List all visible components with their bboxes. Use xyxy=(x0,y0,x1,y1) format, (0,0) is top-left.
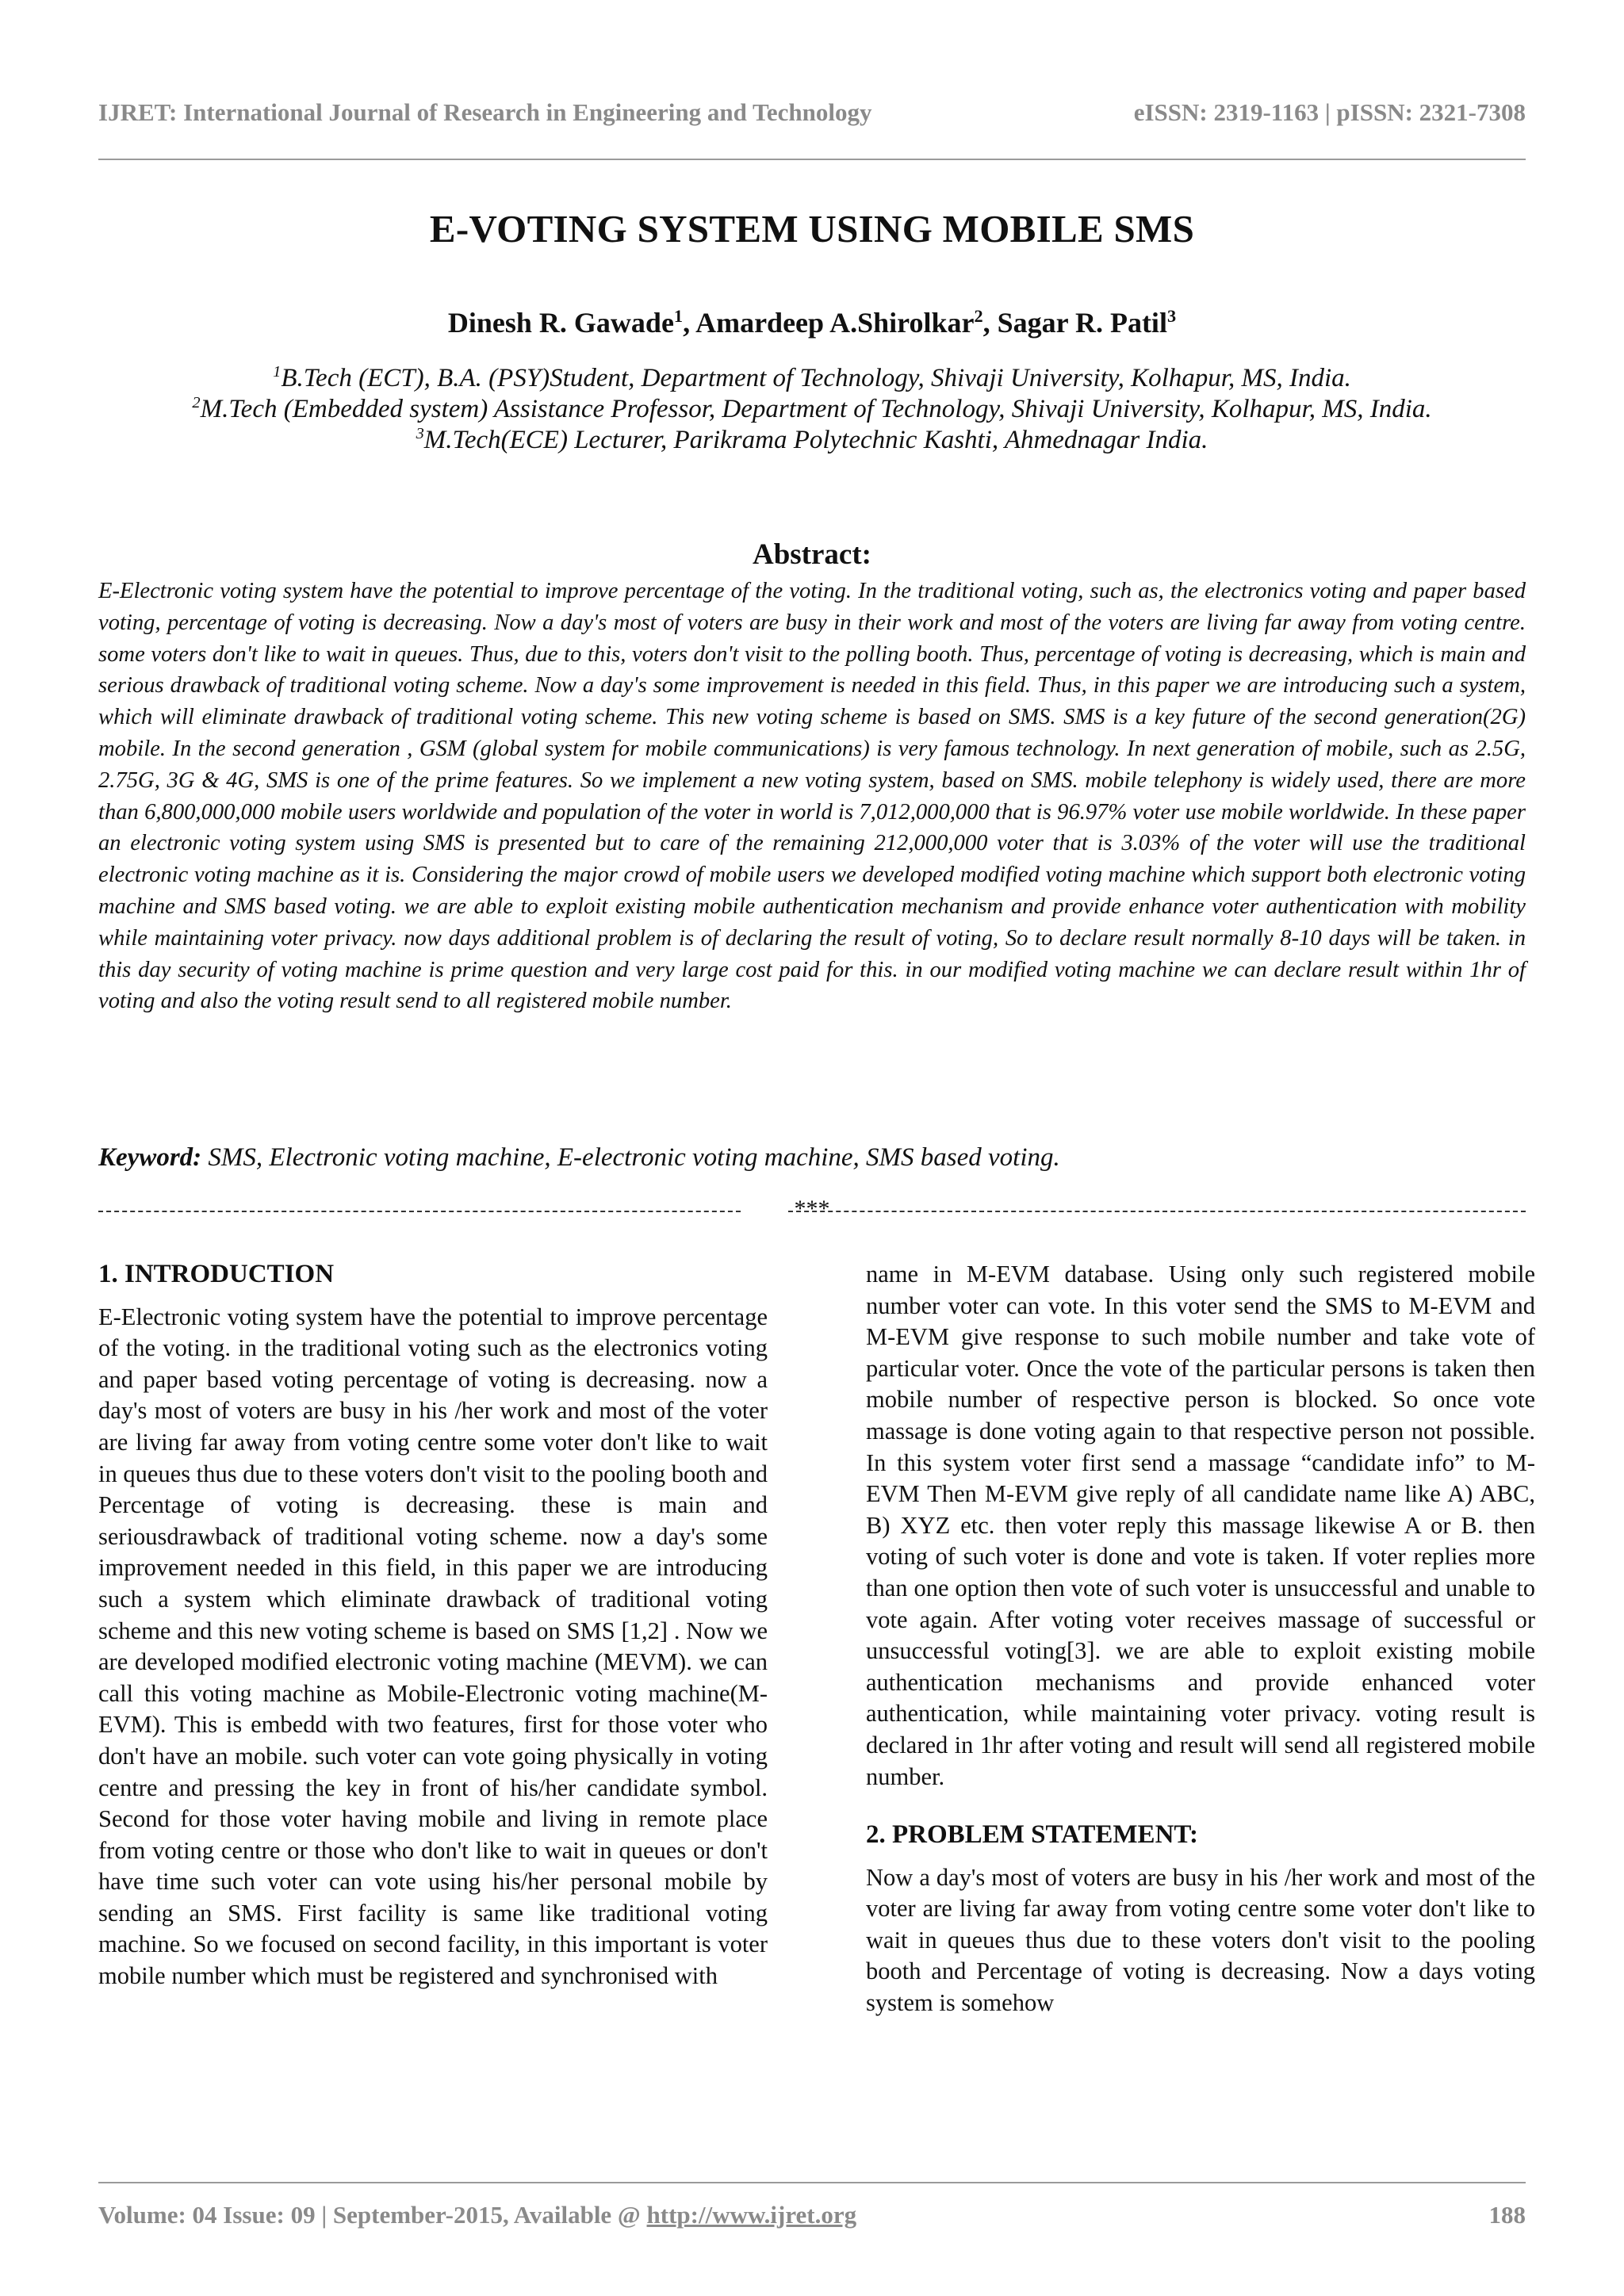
author-list xyxy=(0,306,1624,339)
author-name: Dinesh R. Gawade xyxy=(447,307,674,339)
author-sup: 3 xyxy=(1166,306,1177,326)
author-separator: , xyxy=(683,307,696,339)
author-name: Amardeep A.Shirolkar xyxy=(695,307,975,339)
affiliation-sup: 3 xyxy=(416,425,424,442)
affiliations xyxy=(111,363,1513,456)
author-sup: 2 xyxy=(974,306,983,326)
keywords xyxy=(98,1143,1526,1173)
running-footer xyxy=(98,2201,1526,2236)
volume-info xyxy=(98,2201,856,2229)
volume-text: Volume: 04 Issue: 09 | September-2015, Available @ xyxy=(98,2201,647,2229)
intro-paragraph: E-Electronic voting system have the potential to improve percentage of the voting. in the traditional voting such as the electronics voting and paper based voting percentage of voting is decreasing. now a day's most of voters are busy in his /her work and most of the voter are living far away from voting centre some voter don't like to wait in queues thus due to these voters don't visit to the pooling booth and Percentage of voting is decreasing. these is main and seriousdrawback of traditional voting scheme. now a day's some improvement needed in this field, in this paper we are introducing such a system which eliminate drawback of traditional voting scheme and this new voting scheme is based on SMS [1,2] . Now we are developed modified electronic voting machine (MEVM). we can call this voting machine as Mobile-Electronic voting machine(M-EVM). This is embedd with two features, first for those voter who don't have an mobile. such voter can vote going physically in voting centre and pressing the key in front of his/her candidate symbol. Second for those voter having mobile and living in remote place from voting centre or those who don't like to wait in queues or don't have time such voter can vote using his/her personal mobile by sending an SMS. First facility is same like traditional voting machine. So we focused on second facility, in this important is voter mobile number which must be registered and synchronised with xyxy=(98,1303,768,1990)
affiliation-text: M.Tech (Embedded system) Assistance Professor, Department of Technology, Shivaji University, Kolhapur, MS, India. xyxy=(200,395,1432,423)
header-rule xyxy=(98,159,1526,160)
affiliation-sup: 1 xyxy=(273,363,282,381)
keyword-label: Keyword: xyxy=(98,1143,202,1172)
footer-rule xyxy=(98,2182,1526,2183)
right-column xyxy=(866,1259,1535,2019)
affiliation-line xyxy=(111,425,1513,456)
affiliation-line xyxy=(111,394,1513,425)
separator-dashes-right xyxy=(788,1211,1526,1212)
problem-heading: 2. PROBLEM STATEMENT: xyxy=(866,1820,1198,1850)
page-number: 188 xyxy=(1488,2201,1526,2229)
problem-paragraph: Now a day's most of voters are busy in his /her work and most of the voter are living far away from voting centre some voter don't like to wait in queues thus due to these voters don't visit to the pooling booth and Percentage of voting is decreasing. Now a days voting system is somehow xyxy=(866,1863,1535,2017)
issn-info: eISSN: 2319-1163 | pISSN: 2321-7308 xyxy=(1133,98,1526,126)
intro-paragraph-continued: name in M-EVM database. Using only such registered mobile number voter can vote. In this voter send the SMS to M-EVM and M-EVM give response to such mobile number and take vote of particular voter. Once the vote of the particular persons is taken then mobile number of respective person is blocked. So once vote massage is done voting again to that respective person not possible. In this system voter first send a massage “candidate info” to M-EVM Then M-EVM give reply of all candidate name like A) ABC, B) XYZ etc. then voter reply this massage likewise A or B. then voting of such voter is done and vote is taken. If voter replies more than one option then vote of such voter is unsuccessful and unable to vote again. After voting voter receives massage of successful or unsuccessful voting[3]. we are able to exploit existing mobile authentication mechanisms and provide enhanced voter authentication, while maintaining voter privacy. voting result is declared in 1hr after voting and result will send all registered mobile number. xyxy=(866,1261,1535,1790)
left-column xyxy=(98,1259,768,1992)
journal-name: IJRET: International Journal of Research in Engineering and Technology xyxy=(98,98,872,126)
abstract-text: E-Electronic voting system have the potential to improve percentage of the voting. In the traditional voting, such as, the electronics voting and paper based voting, percentage of voting is decreasing. Now a day's most of voters are busy in their work and most of the voters are living far away from voting centre. some voters don't like to wait in queues. Thus, due to this, voters don't visit to the polling booth. Thus, percentage of voting is decreasing, which is main and serious drawback of traditional voting scheme. Now a day's some improvement is needed in this field. Thus, in this paper we are introducing such a system, which will eliminate drawback of traditional voting scheme. This new voting scheme is based on SMS. SMS is a key future of the second generation(2G) mobile. In the second generation , GSM (global system for mobile communications) is very famous technology. In next generation of mobile, such as 2.5G, 2.75G, 3G & 4G, SMS is one of the prime features. So we implement a new voting system, based on SMS. mobile telephony is widely used, there are more than 6,800,000,000 mobile users worldwide and population of the voter in world is 7,012,000,000 that is 96.97% voter use mobile worldwide. In these paper an electronic voting system using SMS is presented but to care of the remaining 212,000,000 voter that is 3.03% of the voter will use the traditional electronic voting machine as it is. Considering the major crowd of mobile users we developed modified voting machine which support both electronic voting machine and SMS based voting. we are able to exploit existing mobile authentication mechanism and provide enhance voter authentication with mobility while maintaining voter privacy. now days additional problem is of declaring the result of voting, So to declare result normally 8-10 days will be taken. in this day security of voting machine is prime question and very large cost paid for this. in our modified voting machine we can declare result within 1hr of voting and also the voting result send to all registered mobile number. xyxy=(98,579,1526,1014)
author-name: Sagar R. Patil xyxy=(997,307,1167,339)
author-separator: , xyxy=(982,307,998,339)
affiliation-sup: 2 xyxy=(192,394,201,411)
section-separator xyxy=(98,1196,1526,1227)
affiliation-text: M.Tech(ECE) Lecturer, Parikrama Polytechnic Kashti, Ahmednagar India. xyxy=(423,426,1208,454)
separator-stars: *** xyxy=(794,1196,830,1222)
journal-link[interactable]: http://www.ijret.org xyxy=(646,2201,857,2229)
keyword-text: SMS, Electronic voting machine, E-electronic voting machine, SMS based voting. xyxy=(201,1143,1060,1172)
author-sup: 1 xyxy=(673,306,684,326)
running-header xyxy=(98,98,1526,133)
abstract-heading: Abstract: xyxy=(752,538,871,571)
paper-title: E-VOTING SYSTEM USING MOBILE SMS xyxy=(429,207,1195,251)
affiliation-text: B.Tech (ECT), B.A. (PSY)Student, Department of Technology, Shivaji University, Kolhapur, MS, India. xyxy=(281,364,1351,392)
intro-heading: 1. INTRODUCTION xyxy=(98,1260,335,1288)
affiliation-line xyxy=(111,363,1513,394)
